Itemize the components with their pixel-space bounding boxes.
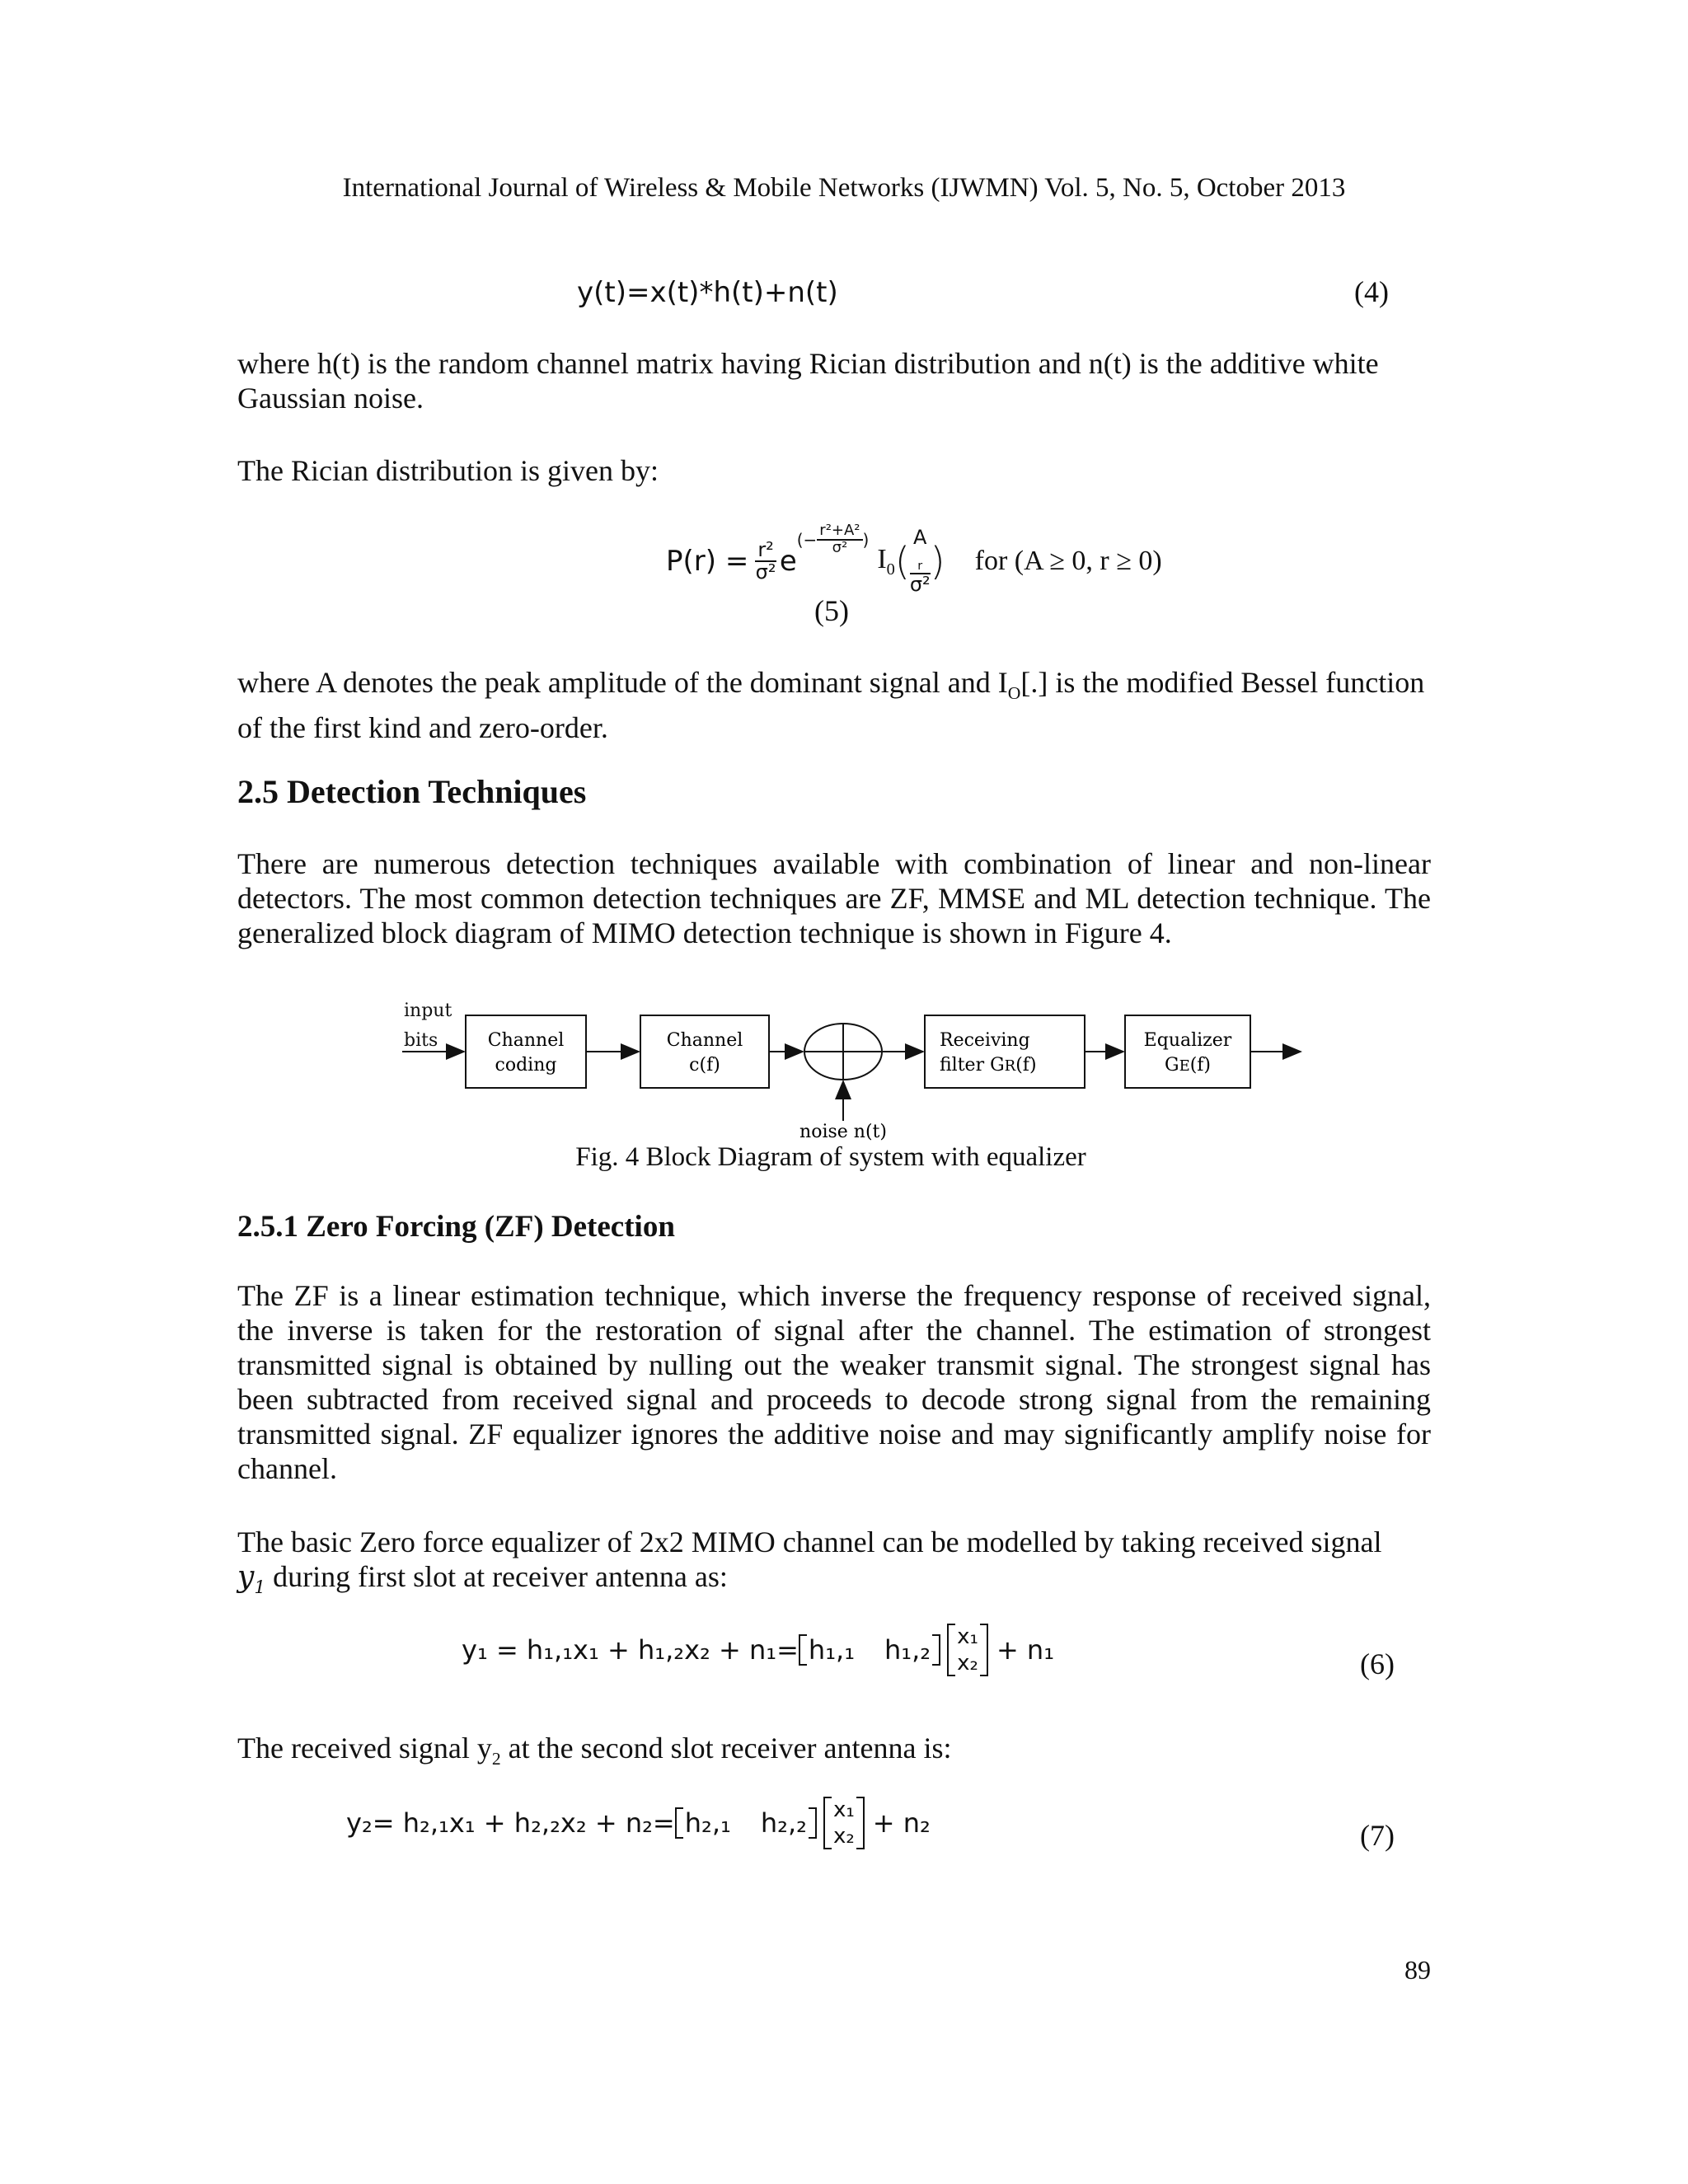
block-channel-coding-line1: Channel — [487, 1030, 565, 1051]
eq6-row-vector: h₁,₁ h₁,₂ — [799, 1634, 940, 1666]
basic-zf-var: $y_1$ — [237, 1560, 266, 1599]
equation-6-number: (6) — [1360, 1647, 1395, 1680]
eq6-column-vector: x₁ x₂ — [947, 1624, 988, 1676]
paragraph-rician-intro: The Rician distribution is given by: — [237, 454, 659, 487]
equation-4-number: (4) — [1354, 275, 1389, 308]
block-channel-coding-line2: coding — [495, 1055, 557, 1076]
block-channel-line1: Channel — [666, 1030, 743, 1051]
equation-7 — [346, 1797, 931, 1849]
eq5-frac-num: r² — [755, 540, 776, 562]
y2-text: The received signal y — [237, 1732, 492, 1765]
section-heading-2-5-1: 2.5.1 Zero Forcing (ZF) Detection — [237, 1210, 675, 1244]
block-channel-line2: c(f) — [689, 1055, 720, 1076]
eq5-exp-close: ) — [862, 530, 870, 551]
basic-zf-line1: The basic Zero force equalizer of 2x2 MIMO channel can be modelled by taking received signal — [237, 1526, 1382, 1558]
section-heading-2-5: 2.5 Detection Techniques — [237, 773, 587, 810]
eq5-bessel: $I_0$ — [877, 543, 895, 579]
paragraph-eq5-explanation — [237, 665, 1431, 745]
basic-zf-line2: during first slot at receiver antenna as: — [265, 1560, 728, 1593]
paragraph-received-y2 — [237, 1731, 1431, 1776]
eq5-arg-num-sub: r — [917, 559, 923, 573]
eq5-explanation-text: where A denotes the peak amplitude of the dominant signal and I — [237, 666, 1008, 699]
paragraph-eq4-explanation: where h(t) is the random channel matrix having Rician distribution and n(t) is the additive white Gaussian noise. — [237, 347, 1379, 415]
eq7-tail: + n₂ — [872, 1807, 931, 1839]
eq5-fraction — [755, 537, 776, 584]
paragraph-basic-zf — [237, 1525, 1431, 1605]
paragraph-zero-forcing: The ZF is a linear estimation technique, which inverse the frequency response of received signal, the inverse is taken for the restoration of signal after the channel. The estimation of strongest transmitted signal is obtained by nulling out the weaker transmit signal. The strongest signal has been subtracted from received signal and proceeds to decode strong signal from the remaining transmitted signal. ZF equalizer ignores the additive noise and may significantly amplify noise for channel. — [237, 1279, 1431, 1485]
input-label: input — [404, 1001, 452, 1021]
eq5-arg-num: A — [913, 526, 927, 549]
eq5-arg-fraction — [910, 527, 931, 595]
eq5-paren-close: ) — [930, 539, 945, 584]
eq5-exp-den: σ² — [832, 539, 848, 557]
eq7-lhs: y₂= h₂,₁x₁ + h₂,₂x₂ + n₂= — [346, 1807, 675, 1839]
block-equalizer-line2: GE(f) — [1164, 1055, 1212, 1076]
equation-4: y(t)=x(t)*h(t)+n(t) — [577, 276, 838, 309]
block-receiving-filter — [925, 1015, 1085, 1088]
paragraph-detection: There are numerous detection techniques available with combination of linear and non-linear detectors. The most common detection techniques are ZF, MMSE and ML detection technique. The generalized block diagram of MIMO detection technique is shown in Figure 4. — [237, 847, 1431, 949]
block-channel-coding — [466, 1015, 586, 1088]
running-header: International Journal of Wireless & Mobile Networks (IJWMN) Vol. 5, No. 5, October 2013 — [342, 173, 1346, 203]
block-equalizer — [1125, 1015, 1250, 1088]
eq5-exp-open: (− — [796, 530, 818, 551]
eq5-exp-fraction — [817, 523, 862, 556]
eq7-column-vector: x₁ x₂ — [823, 1797, 865, 1849]
eq5-paren-open: ( — [894, 539, 910, 584]
eq5-exponent — [797, 523, 870, 556]
eq5-explanation-sub: O — [1007, 683, 1021, 704]
y2-rest: at the second slot receiver antenna is: — [500, 1732, 952, 1765]
eq7-row-vector: h₂,₁ h₂,₂ — [675, 1807, 817, 1839]
block-channel — [640, 1015, 769, 1088]
equation-5-number: (5) — [814, 594, 849, 627]
page-number: 89 — [1404, 1955, 1431, 1985]
eq5-condition: for (A ≥ 0, r ≥ 0) — [974, 546, 1162, 577]
figure-caption: Fig. 4 Block Diagram of system with equalizer — [575, 1142, 1086, 1172]
block-equalizer-line1: Equalizer — [1143, 1030, 1232, 1051]
y2-sub: 2 — [491, 1749, 501, 1769]
eq6-tail: + n₁ — [996, 1634, 1055, 1666]
eq5-exp-num: r²+A² — [817, 523, 862, 541]
eq5-explanation-rest: [.] is the modified Bessel function of the first kind and zero-order. — [237, 666, 1425, 745]
eq5-exp-base: e — [779, 545, 797, 579]
bits-label: bits — [404, 1030, 438, 1051]
block-receiving-filter-line2: filter GR(f) — [940, 1055, 1037, 1076]
eq5-arg-den: σ² — [909, 573, 931, 597]
eq5-lhs: P(r) = — [666, 545, 749, 579]
eq6-lhs: y₁ = h₁,₁x₁ + h₁,₂x₂ + n₁= — [462, 1634, 799, 1666]
block-diagram — [387, 989, 1311, 1146]
block-receiving-filter-line1: Receiving — [940, 1030, 1030, 1051]
equation-6 — [462, 1624, 1054, 1676]
equation-7-number: (7) — [1360, 1819, 1395, 1852]
eq5-frac-den: σ² — [755, 560, 776, 584]
noise-label: noise n(t) — [799, 1122, 887, 1142]
equation-5 — [666, 522, 1162, 597]
